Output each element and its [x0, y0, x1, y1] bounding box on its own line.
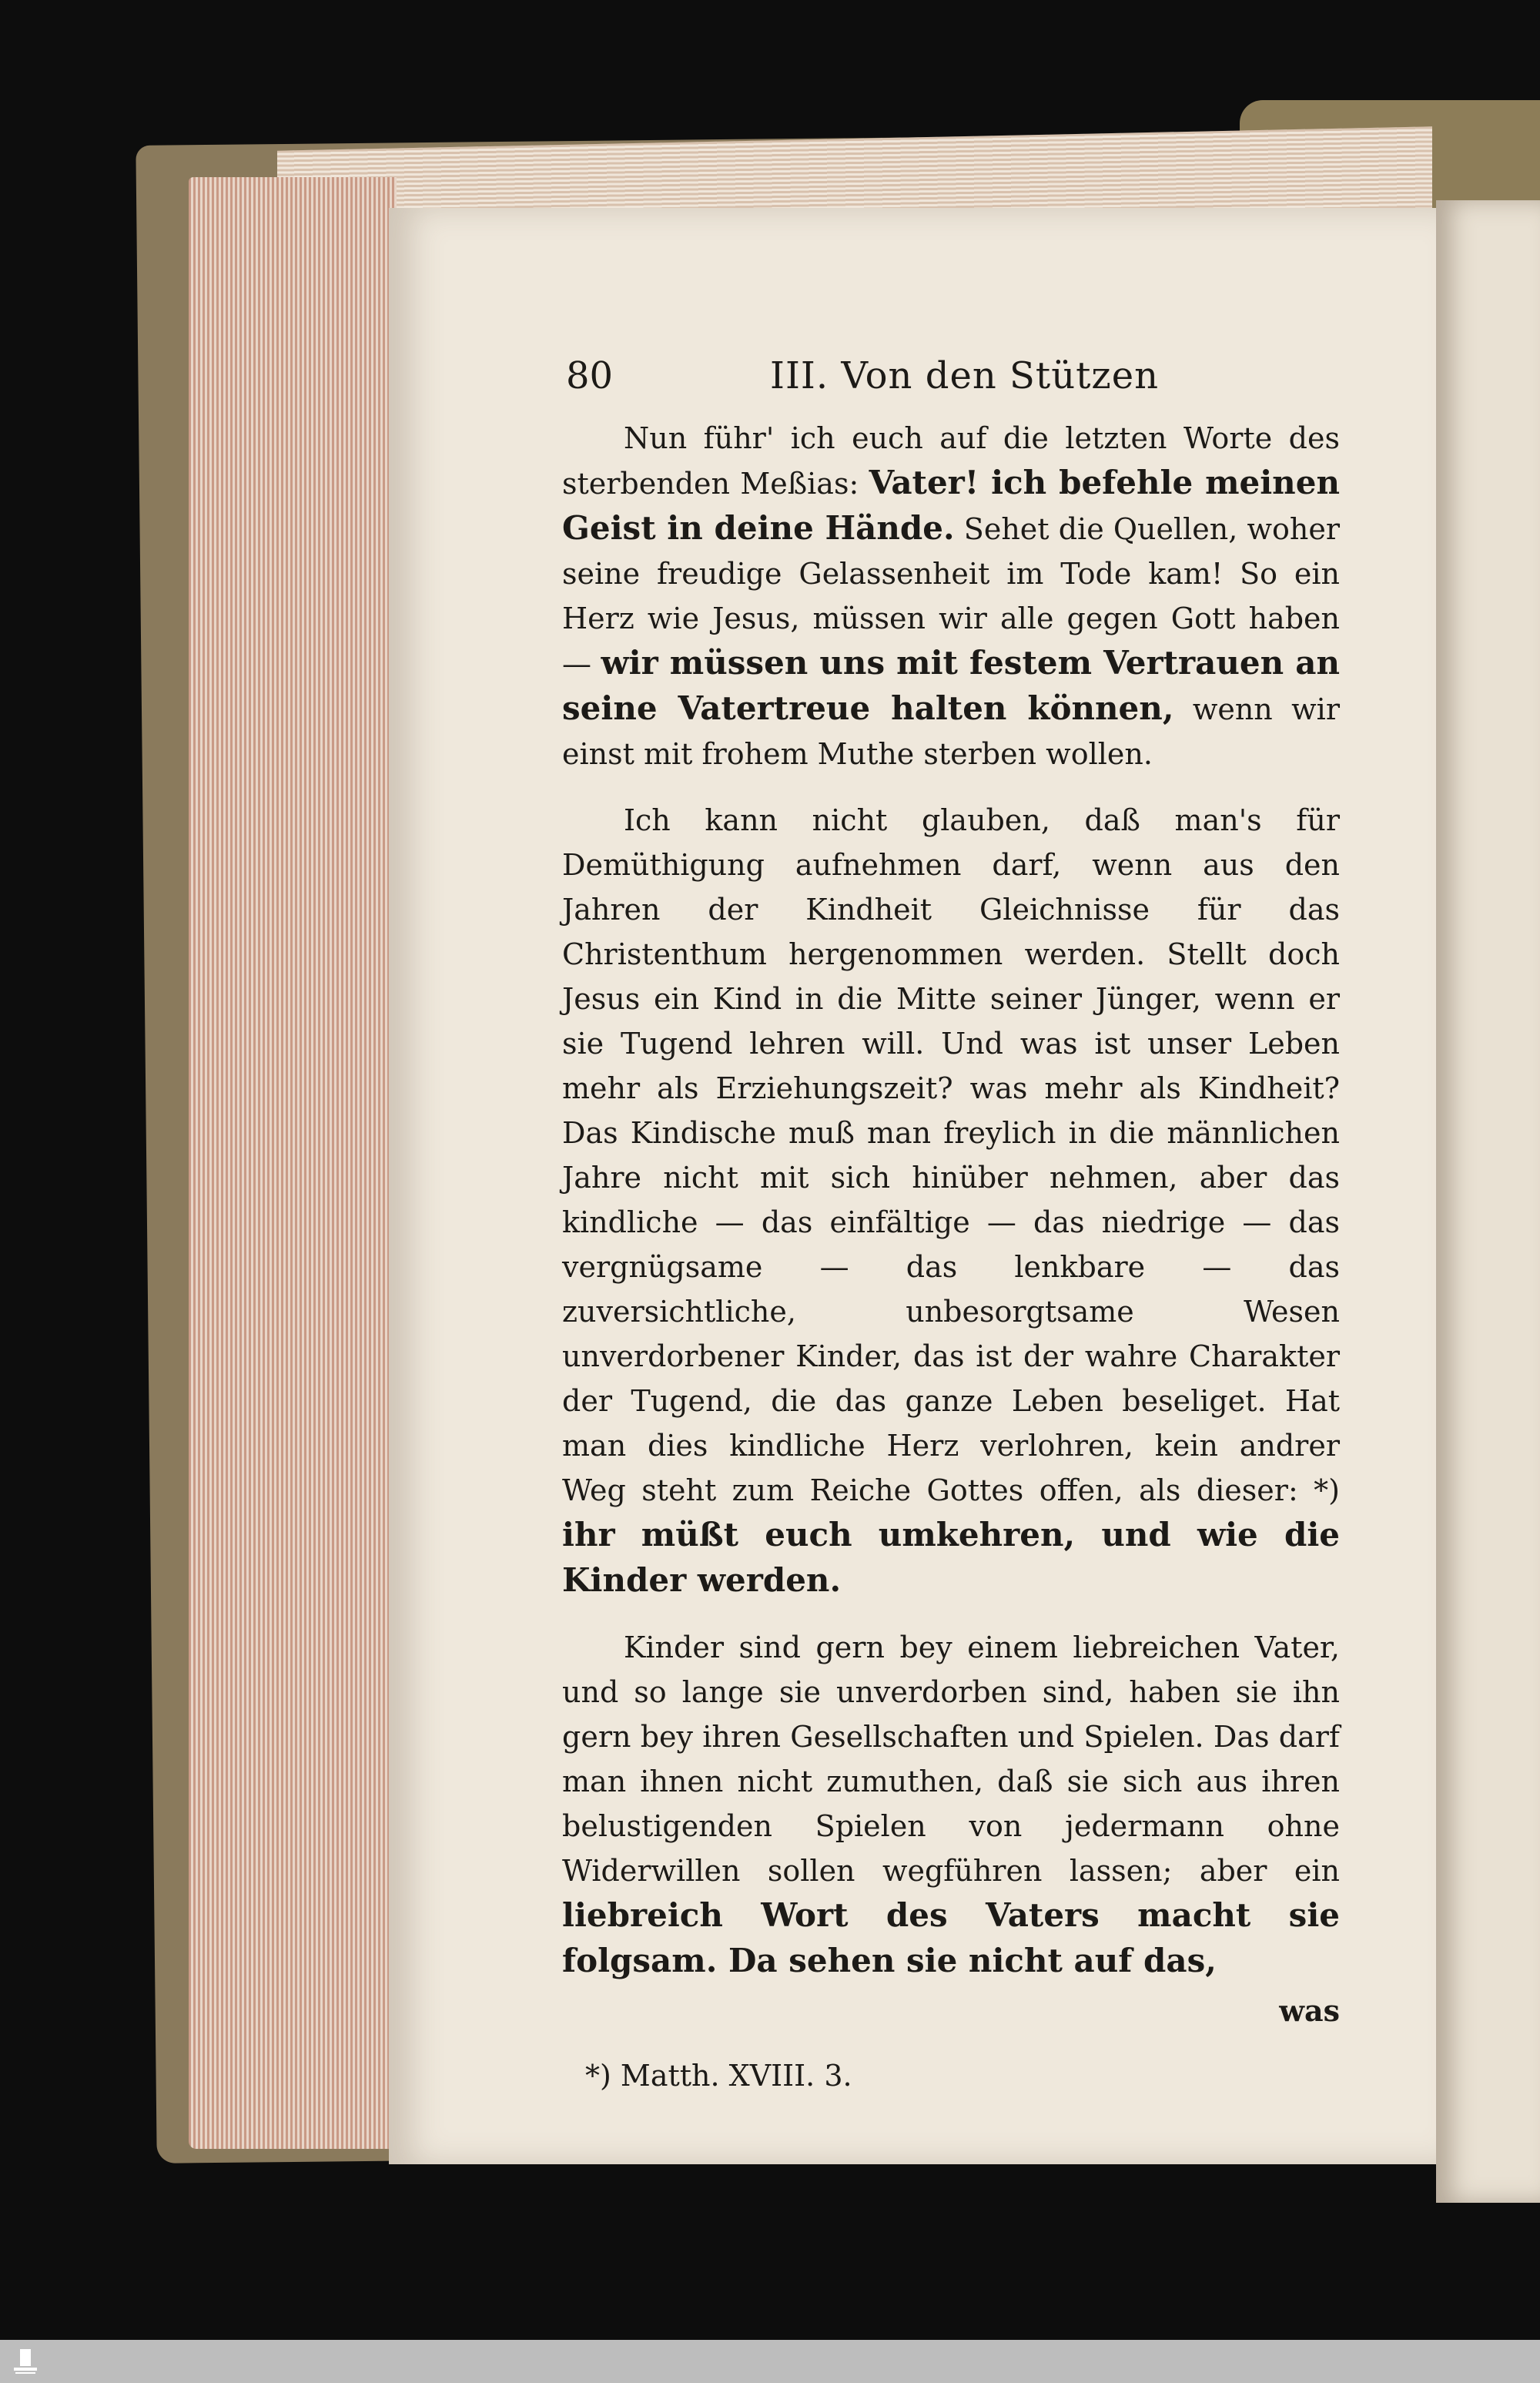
page-number: 80 [566, 354, 614, 397]
page-edges-side [189, 177, 397, 2149]
facing-page [1436, 200, 1540, 2203]
scan-footer-bar [0, 2340, 1540, 2383]
paragraph-1-text-c: wenn wir einst mit frohem Muthe sterben wollen. [562, 692, 1340, 771]
catchword: was [1279, 1993, 1340, 2028]
running-title: III. Von den Stützen [770, 354, 1160, 397]
paragraph-3-text-a: Kinder sind gern bey einem liebreichen Vater, und so lange sie unverdorben sind, haben sie ihn gern bey ihren Gesellschaften und Spielen. Das darf man ihnen nicht zumuthen, daß sie sich aus ihren belustigenden Spielen von jedermann ohne Widerwillen sollen wegführen lassen; aber ein [562, 1631, 1340, 1888]
footnote: *) Matth. XVIII. 3. [585, 2059, 852, 2093]
paragraph-1 [562, 416, 1340, 776]
page-text [562, 354, 1340, 2093]
paragraph-1-text-b: Sehet die Quellen, woher seine freudige Gelassenheit im Tode kam! So ein Herz wie Jesus, müssen wir alle gegen Gott haben — [562, 512, 1340, 681]
paragraph-3-emphasis-a: liebreich Wort des Vaters macht sie folgsam. Da sehen sie nicht auf das, [562, 1896, 1340, 1979]
page-header [562, 354, 1340, 416]
library-logo-icon [11, 2346, 40, 2377]
paragraph-2-text-a: Ich kann nicht glauben, daß man's für Demüthigung aufnehmen darf, wenn aus den Jahren der Kindheit Gleichnisse für das Christenthum hergenommen werden. Stellt doch Jesus ein Kind in die Mitte seiner Jünger, wenn er sie Tugend lehren will. Und was ist unser Leben mehr als Erziehungszeit? was mehr als Kindheit? Das Kindische muß man freylich in die männlichen Jahre nicht mit sich hinüber nehmen, aber das kindliche — das einfältige — das niedrige — das vergnügsame — das lenkbare — das zuversichtliche, unbesorgtsame Wesen unverdorbener Kinder, das ist der wahre Charakter der Tugend, die das ganze Leben beseliget. Hat man dies kindliche Herz verlohren, kein andrer Weg steht zum Reiche Gottes offen, als dieser: *) [562, 803, 1340, 1507]
paragraph-3 [562, 1625, 1340, 1984]
paragraph-2 [562, 798, 1340, 1604]
paragraph-1-emphasis-a: Vater! ich befehle meinen Geist in deine Hände. [562, 464, 1340, 547]
paragraph-1-emphasis-b: wir müssen uns mit festem Vertrauen an seine Vatertreue halten können, [562, 644, 1340, 727]
paragraph-1-text-a: Nun führ' ich euch auf die letzten Worte des sterbenden Meßias: [562, 421, 1340, 501]
paragraph-2-emphasis-a: ihr müßt euch umkehren, und wie die Kinder werden. [562, 1516, 1340, 1599]
